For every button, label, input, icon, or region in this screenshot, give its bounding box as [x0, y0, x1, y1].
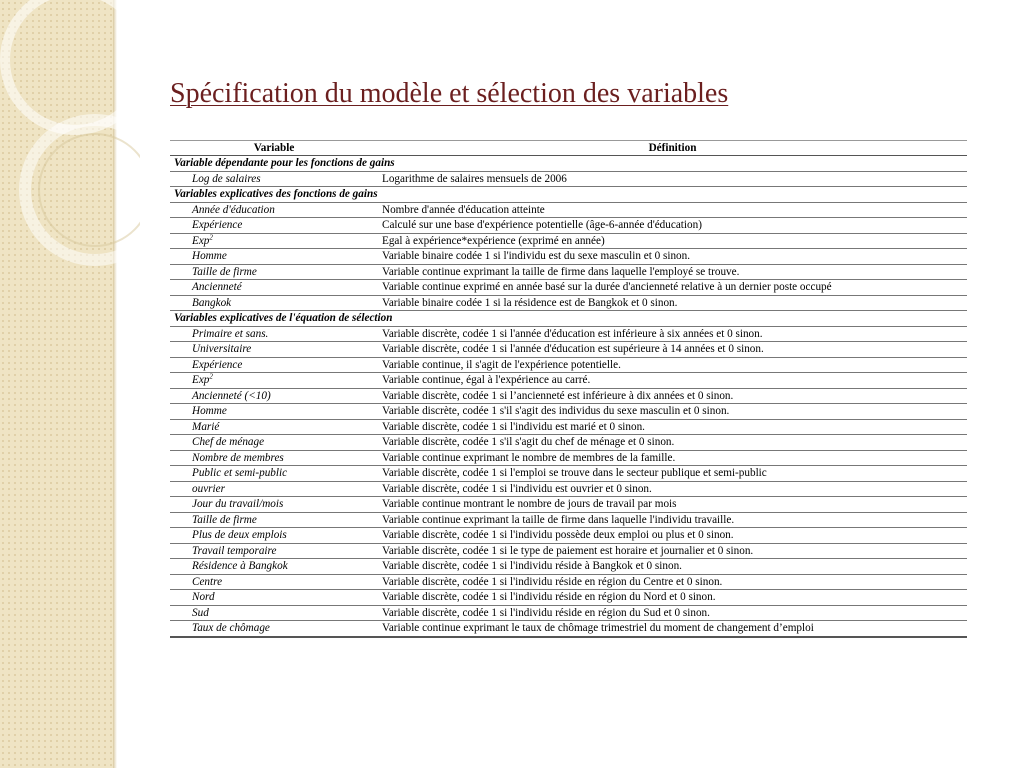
variable-name: Bangkok [192, 296, 232, 309]
definition-cell: Variable continue exprimant le taux de chômage trimestriel du moment de changement d’emploi [378, 621, 967, 637]
section-label: Variables explicatives de l'équation de sélection [170, 311, 967, 327]
variable-cell [170, 450, 378, 466]
variable-name: Expérience [192, 219, 243, 232]
table-row [170, 481, 967, 497]
decorative-rings [0, 0, 140, 400]
definition-cell: Variable continue exprimant la taille de firme dans laquelle l'individu travaille. [378, 512, 967, 528]
variable-name: Taux de chômage [192, 622, 270, 635]
definition-cell: Variable continue exprimant la taille de firme dans laquelle l'employé se trouve. [378, 264, 967, 280]
variable-name: Ancienneté (<10) [192, 389, 271, 402]
variable-cell [170, 280, 378, 296]
variable-name: Plus de deux emplois [192, 529, 287, 542]
variable-cell [170, 574, 378, 590]
definition-cell: Variable discrète, codée 1 si l'année d'éducation est inférieure à six années et 0 sinon. [378, 326, 967, 342]
section-label: Variable dépendante pour les fonctions de gains [170, 156, 967, 172]
definition-cell: Variable discrète, codée 1 si l'individu possède deux emploi ou plus et 0 sinon. [378, 528, 967, 544]
variable-cell [170, 466, 378, 482]
table-row [170, 373, 967, 389]
variable-name: Public et semi-public [192, 467, 288, 480]
table-row [170, 621, 967, 637]
definition-cell: Variable discrète, codée 1 si l'année d'éducation est supérieure à 14 années et 0 sinon. [378, 342, 967, 358]
table-row [170, 543, 967, 559]
variable-name: Ancienneté [192, 281, 242, 294]
variable-name: Centre [192, 575, 223, 588]
table-row [170, 249, 967, 265]
definition-cell: Variable discrète, codée 1 si l'individu réside en région du Centre et 0 sinon. [378, 574, 967, 590]
table-row [170, 388, 967, 404]
variable-name: ouvrier [192, 482, 225, 495]
definition-cell: Variable discrète, codée 1 s'il s'agit des individus du sexe masculin et 0 sinon. [378, 404, 967, 420]
definition-cell: Nombre d'année d'éducation atteinte [378, 202, 967, 218]
variable-cell [170, 357, 378, 373]
table-row [170, 357, 967, 373]
table-row [170, 590, 967, 606]
definition-cell: Variable discrète, codée 1 si l'individu est marié et 0 sinon. [378, 419, 967, 435]
table-row [170, 419, 967, 435]
variable-name: Universitaire [192, 343, 252, 356]
variable-name: Expérience [192, 358, 243, 371]
table-row [170, 528, 967, 544]
variable-name: Homme [192, 250, 227, 263]
definition-cell: Variable discrète, codée 1 si l'individu réside en région du Nord et 0 sinon. [378, 590, 967, 606]
definition-cell: Variable continue montrant le nombre de jours de travail par mois [378, 497, 967, 513]
variable-cell [170, 605, 378, 621]
variable-cell [170, 295, 378, 311]
page-title: Spécification du modèle et sélection des variables [170, 78, 729, 109]
table-body [170, 156, 967, 637]
table-row [170, 218, 967, 234]
table-row [170, 295, 967, 311]
table-row [170, 202, 967, 218]
variable-cell [170, 218, 378, 234]
section-row [170, 311, 967, 327]
variable-cell [170, 326, 378, 342]
variable-cell [170, 342, 378, 358]
table-row [170, 466, 967, 482]
variable-cell [170, 559, 378, 575]
table-row [170, 559, 967, 575]
definition-cell: Variable continue, égal à l'expérience au carré. [378, 373, 967, 389]
variable-name: Log de salaires [192, 172, 261, 185]
table-row [170, 605, 967, 621]
variable-superscript: 2 [209, 233, 213, 242]
table-row [170, 342, 967, 358]
table-row [170, 233, 967, 249]
variable-superscript: 2 [209, 372, 213, 381]
variable-cell [170, 202, 378, 218]
header-definition: Définition [378, 141, 967, 156]
variable-name: Taille de firme [192, 265, 257, 278]
variable-cell [170, 435, 378, 451]
definition-cell: Variable discrète, codée 1 si l'emploi se trouve dans le secteur publique et semi-public [378, 466, 967, 482]
variable-name: Exp [192, 374, 210, 387]
variables-table [170, 140, 967, 638]
table-row [170, 450, 967, 466]
section-row [170, 187, 967, 203]
definition-cell: Calculé sur une base d'expérience potentielle (âge-6-année d'éducation) [378, 218, 967, 234]
section-row [170, 156, 967, 172]
variable-name: Exp [192, 234, 210, 247]
definition-cell: Variable discrète, codée 1 s'il s'agit du chef de ménage et 0 sinon. [378, 435, 967, 451]
definition-cell: Variable continue exprimé en année basé sur la durée d'ancienneté relative à un dernier poste occupé [378, 280, 967, 296]
variable-cell [170, 171, 378, 187]
variable-cell [170, 264, 378, 280]
variable-cell [170, 404, 378, 420]
variable-name: Primaire et sans. [192, 327, 269, 340]
variable-cell [170, 373, 378, 389]
variable-name: Jour du travail/mois [192, 498, 284, 511]
table-row [170, 326, 967, 342]
table-row [170, 435, 967, 451]
variable-name: Résidence à Bangkok [192, 560, 288, 573]
variable-cell [170, 543, 378, 559]
variable-name: Nombre de membres [192, 451, 284, 464]
variable-cell [170, 481, 378, 497]
variable-cell [170, 512, 378, 528]
definition-cell: Variable discrète, codée 1 si l’ancienneté est inférieure à dix années et 0 sinon. [378, 388, 967, 404]
definition-cell: Variable binaire codée 1 si la résidence est de Bangkok et 0 sinon. [378, 295, 967, 311]
definition-cell: Logarithme de salaires mensuels de 2006 [378, 171, 967, 187]
table-row [170, 574, 967, 590]
definition-cell: Variable discrète, codée 1 si l'individu réside à Bangkok et 0 sinon. [378, 559, 967, 575]
definition-cell: Variable discrète, codée 1 si le type de paiement est horaire et journalier et 0 sinon. [378, 543, 967, 559]
table-row [170, 171, 967, 187]
variable-cell [170, 528, 378, 544]
variable-cell [170, 388, 378, 404]
variable-cell [170, 590, 378, 606]
section-label: Variables explicatives des fonctions de gains [170, 187, 967, 203]
variable-name: Sud [192, 606, 209, 619]
variable-name: Nord [192, 591, 215, 604]
definition-cell: Variable discrète, codée 1 si l'individu est ouvrier et 0 sinon. [378, 481, 967, 497]
variable-cell [170, 621, 378, 637]
variable-name: Chef de ménage [192, 436, 265, 449]
table-row [170, 264, 967, 280]
header-variable: Variable [170, 141, 378, 156]
variable-cell [170, 419, 378, 435]
variable-name: Taille de firme [192, 513, 257, 526]
table-row [170, 404, 967, 420]
definition-cell: Egal à expérience*expérience (exprimé en année) [378, 233, 967, 249]
definition-cell: Variable discrète, codée 1 si l'individu réside en région du Sud et 0 sinon. [378, 605, 967, 621]
table-row [170, 280, 967, 296]
definition-cell: Variable continue, il s'agit de l'expérience potentielle. [378, 357, 967, 373]
variable-cell [170, 497, 378, 513]
variable-cell [170, 249, 378, 265]
variable-name: Année d'éducation [192, 203, 275, 216]
table-header-row [170, 141, 967, 156]
variable-name: Travail temporaire [192, 544, 277, 557]
variable-name: Marié [192, 420, 220, 433]
variable-cell [170, 233, 378, 249]
table-row [170, 512, 967, 528]
definition-cell: Variable continue exprimant le nombre de membres de la famille. [378, 450, 967, 466]
table-row [170, 497, 967, 513]
definition-cell: Variable binaire codée 1 si l'individu est du sexe masculin et 0 sinon. [378, 249, 967, 265]
variable-name: Homme [192, 405, 227, 418]
